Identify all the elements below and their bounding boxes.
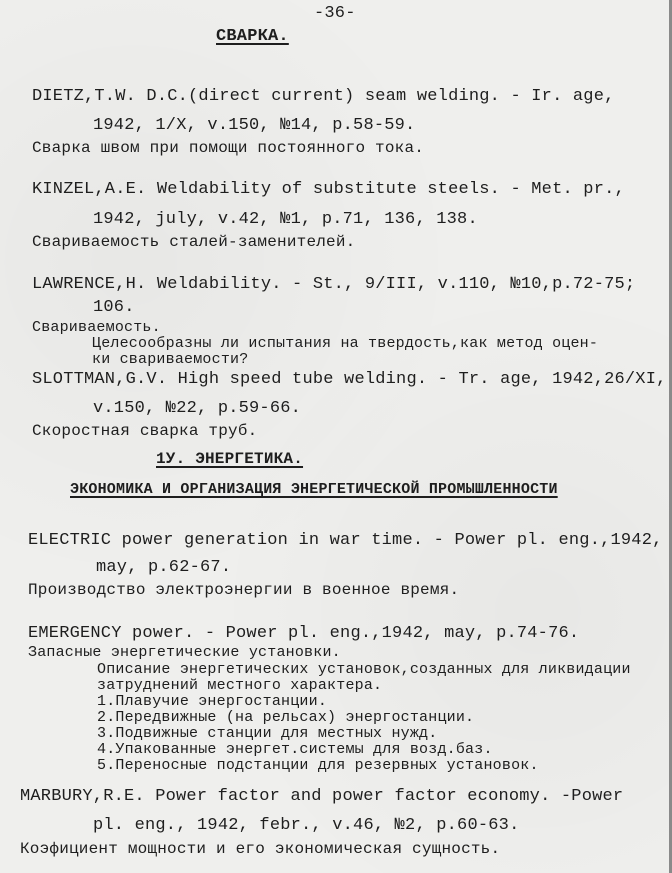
list-item: 3.Подвижные станции для местных нужд. (97, 725, 438, 742)
entry-dietz-citation: DIETZ,T.W. D.C.(direct current) seam welding. - Ir. age, (32, 87, 615, 106)
entry-lawrence-note-1: Целесообразны ли испытания на твердость,как метод оцен- (92, 335, 599, 352)
list-item: 1.Плавучие энергостанции. (97, 693, 328, 710)
entry-kinzel-citation: KINZEL,A.E. Weldability of substitute steels. - Met. pr., (32, 180, 625, 199)
list-item: 2.Передвижные (на рельсах) энергостанции. (97, 709, 475, 726)
entry-emergency-note-1: Описание энергетических установок,созданных для ликвидации (97, 661, 631, 678)
section-title: СВАРКА. (216, 27, 289, 46)
subsection-title: ЭКОНОМИКА И ОРГАНИЗАЦИЯ ЭНЕРГЕТИЧЕСКОЙ ПРОМЫШЛЕННОСТИ (70, 481, 558, 498)
entry-marbury-citation: MARBURY,R.E. Power factor and power factor economy. -Power (20, 787, 624, 806)
entry-slottman-translation: Скоростная сварка труб. (32, 422, 258, 440)
entry-electric-translation: Производство электроэнергии в военное время. (28, 581, 460, 599)
list-item: 5.Переносные подстанции для резервных установок. (97, 757, 539, 774)
list-item: 4.Упакованные энергет.системы для возд.баз. (97, 741, 493, 758)
entry-lawrence-translation: Свариваемость. (32, 319, 161, 336)
page-number: -36- (314, 4, 356, 23)
entry-kinzel-translation: Свариваемость сталей-заменителей. (32, 233, 356, 251)
entry-lawrence-citation: LAWRENCE,H. Weldability. - St., 9/III, v.110, №10,p.72-75; (32, 275, 636, 294)
entry-slottman-source: v.150, №22, p.59-66. (93, 399, 302, 418)
entry-emergency-translation: Запасные энергетические установки. (28, 644, 341, 661)
entry-electric-citation: ELECTRIC power generation in war time. - Power pl. eng.,1942, (28, 531, 663, 550)
entry-dietz-translation: Сварка швом при помощи постоянного тока. (32, 139, 425, 157)
entry-marbury-translation: Коэфициент мощности и его экономическая сущность. (20, 840, 501, 858)
entry-emergency-note-2: затруднений местного характера. (97, 677, 383, 694)
entry-marbury-source: pl. eng., 1942, febr., v.46, №2, p.60-63. (93, 816, 520, 835)
entry-emergency-citation: EMERGENCY power. - Power pl. eng.,1942, may, p.74-76. (28, 624, 580, 643)
entry-slottman-citation: SLOTTMAN,G.V. High speed tube welding. - Tr. age, 1942,26/XI, (32, 370, 667, 389)
entry-lawrence-note-2: ки свариваемости? (92, 351, 249, 368)
entry-electric-source: may, p.62-67. (96, 558, 232, 577)
entry-kinzel-source: 1942, july, v.42, №1, p.71, 136, 138. (93, 210, 478, 229)
entry-dietz-source: 1942, 1/X, v.150, №14, p.58-59. (93, 116, 416, 135)
chapter-title: 1У. ЭНЕРГЕТИКА. (156, 450, 304, 468)
entry-lawrence-source: 106. (93, 298, 135, 317)
